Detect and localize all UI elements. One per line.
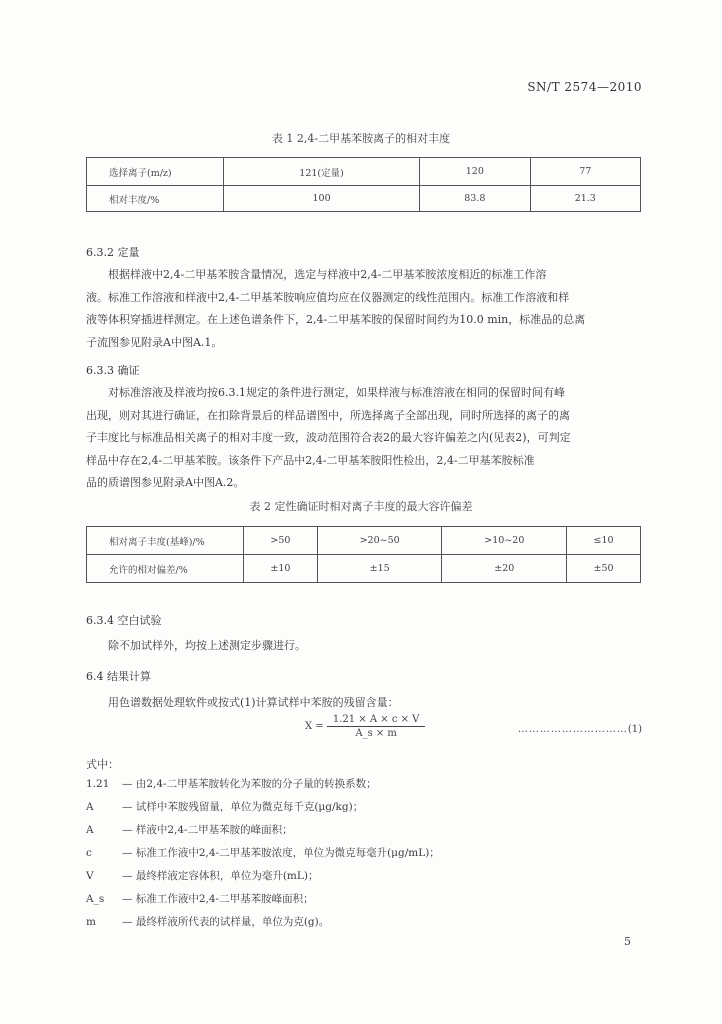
formula-leader: ………………………… (517, 724, 628, 735)
table-cell: ±20 (442, 555, 567, 583)
definition-row (86, 776, 377, 791)
definition-symbol: A (86, 801, 94, 813)
table-cell: 相对丰度/% (87, 186, 224, 212)
table2 (86, 526, 641, 583)
formula-denominator: A_s × m (355, 728, 397, 739)
definition-text: — 样液中2,4-二甲基苯胺的峰面积； (122, 824, 293, 836)
table-row (87, 527, 641, 555)
table-cell: ±15 (317, 555, 442, 583)
section-body-6-4: 用色谱数据处理软件或按式(1)计算试样中苯胺的残留含量： (108, 696, 399, 709)
table-row (87, 186, 641, 212)
table-cell: 选择离子(m/z) (87, 158, 224, 186)
table-cell: >20~50 (317, 527, 442, 555)
definition-text: — 试样中苯胺残留量，单位为微克每千克(μg/kg)； (122, 801, 364, 813)
table-cell: >50 (244, 527, 318, 555)
section-body-6-3-2 (86, 264, 646, 354)
formula-number: (1) (627, 724, 642, 735)
definition-symbol: A_s (86, 893, 105, 905)
paragraph-line: 液等体积穿插进样测定。在上述色谱条件下，2,4-二甲基苯胺的保留时间约为10.0 min，标准品的总离 (86, 313, 586, 326)
table-cell: >10~20 (442, 527, 567, 555)
definition-row (86, 845, 440, 860)
table-cell: 允许的相对偏差/% (87, 555, 244, 583)
definition-text: — 标准工作液中2,4-二甲基苯胺浓度，单位为微克每毫升(μg/mL)； (122, 847, 440, 859)
definition-row (86, 822, 293, 837)
formula (305, 714, 425, 739)
document-code: SN/T 2574—2010 (527, 80, 642, 94)
table-cell: 相对离子丰度(基峰)/% (87, 527, 244, 555)
table-cell: 83.8 (420, 186, 530, 212)
definition-row (86, 914, 329, 929)
table1 (86, 157, 641, 212)
definition-symbol: 1.21 (86, 778, 110, 790)
definition-text: — 由2,4-二甲基苯胺转化为苯胺的分子量的转换系数； (122, 778, 377, 790)
table-cell: 100 (224, 186, 420, 212)
definitions-intro: 式中： (86, 758, 119, 771)
definition-row (86, 891, 314, 906)
paragraph-line: 品的质谱图参见附录A中图A.2。 (86, 476, 245, 489)
section-body-6-3-4: 除不加试样外，均按上述测定步骤进行。 (108, 639, 306, 652)
table1-caption: 表 1 2,4-二甲基苯胺离子的相对丰度 (271, 132, 451, 145)
section-heading-6-3-4: 6.3.4 空白试验 (86, 614, 162, 627)
paragraph-line: 子丰度比与标准品相关离子的相对丰度一致，波动范围符合表2的最大容许偏差之内(见表2)，可判定 (86, 431, 571, 444)
paragraph-line: 根据样液中2,4-二甲基苯胺含量情况，选定与样液中2,4-二甲基苯胺浓度相近的标准工作溶 (108, 268, 547, 281)
table-row (87, 555, 641, 583)
table-cell: 120 (420, 158, 530, 186)
formula-number-row (482, 724, 642, 735)
paragraph-line: 子流图参见附录A中图A.1。 (86, 335, 223, 349)
definition-symbol: c (86, 847, 92, 859)
paragraph-line: 对标准溶液及样液均按6.3.1规定的条件进行测定，如果样液与标准溶液在相同的保留时间有峰 (108, 386, 565, 399)
paragraph-line: 样品中存在2,4-二甲基苯胺。该条件下产品中2,4-二甲基苯胺阳性检出，2,4-二甲基苯胺标准 (86, 453, 535, 467)
section-body-6-3-3 (86, 382, 646, 495)
page-number: 5 (624, 935, 631, 948)
definition-text: — 最终样液定容体积，单位为毫升(mL)； (122, 870, 319, 882)
definition-symbol: m (86, 916, 96, 928)
table2-caption: 表 2 定性确证时相对离子丰度的最大容许偏差 (249, 500, 473, 513)
definition-row (86, 799, 363, 814)
table-cell: 21.3 (530, 186, 640, 212)
table-cell: ≤10 (567, 527, 641, 555)
table-cell: ±10 (244, 555, 318, 583)
formula-lhs: X = (305, 721, 324, 732)
definition-symbol: V (86, 870, 94, 882)
table-row (87, 158, 641, 186)
formula-numerator: 1.21 × A × c × V (327, 714, 426, 727)
section-heading-6-4: 6.4 结果计算 (86, 670, 151, 683)
table-cell: 121(定量) (224, 158, 420, 186)
definition-text: — 标准工作液中2,4-二甲基苯胺峰面积； (122, 893, 314, 905)
paragraph-line: 液。标准工作溶液和样液中2,4-二甲基苯胺响应值均应在仪器测定的线性范围内。标准工作溶液和样 (86, 290, 570, 304)
table-cell: 77 (530, 158, 640, 186)
formula-fraction (327, 714, 426, 739)
definition-row (86, 868, 318, 883)
paragraph-line: 出现，则对其进行确证，在扣除背景后的样品谱图中，所选择离子全部出现，同时所选择的离子的离 (86, 408, 570, 422)
section-heading-6-3-2: 6.3.2 定量 (86, 246, 140, 259)
section-heading-6-3-3: 6.3.3 确证 (86, 364, 140, 377)
definition-symbol: A (86, 824, 94, 836)
definition-text: — 最终样液所代表的试样量，单位为克(g)。 (122, 916, 330, 928)
table-cell: ±50 (567, 555, 641, 583)
